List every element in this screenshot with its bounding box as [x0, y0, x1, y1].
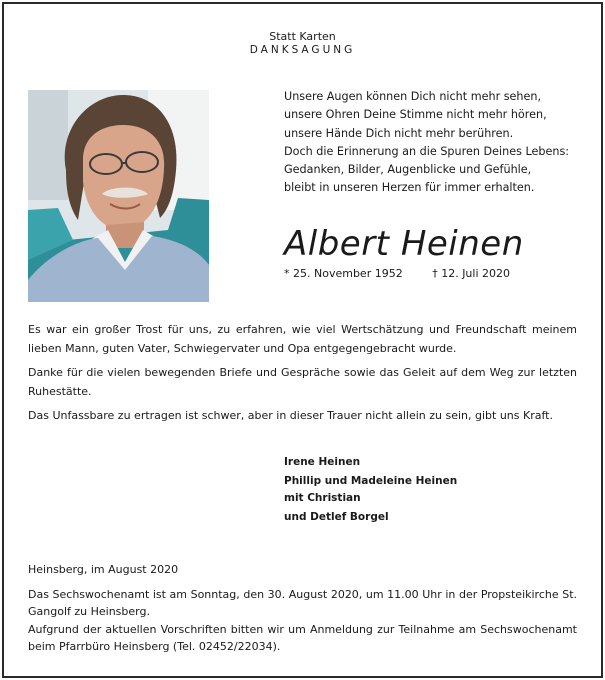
- deceased-name: Albert Heinen: [284, 224, 524, 264]
- poem: [284, 88, 589, 198]
- birth-date: * 25. November 1952: [284, 267, 403, 280]
- notice-subtitle: Statt Karten: [269, 30, 336, 43]
- service-info: Das Sechswochenamt ist am Sonntag, den 30. August 2020, um 11.00 Uhr in der Propsteikirche St. Gangolf zu Heinsberg.: [28, 588, 577, 618]
- signers-list: [284, 454, 457, 526]
- signer: und Detlef Borgel: [284, 511, 389, 523]
- signer: Irene Heinen: [284, 456, 361, 468]
- signer: Phillip und Madeleine Heinen: [284, 475, 458, 487]
- portrait-photo: [28, 90, 209, 302]
- registration-info: Aufgrund der aktuellen Vorschriften bitten wir um Anmeldung zur Teilnahme am Sechswochenamt beim Pfarrbüro Heinsberg (Tel. 02452/22034).: [28, 623, 577, 653]
- signer: mit Christian: [284, 492, 361, 504]
- poem-line: Unsere Augen können Dich nicht mehr sehen,: [284, 90, 542, 103]
- thanks-paragraph: Danke für die vielen bewegenden Briefe und Gespräche sowie das Geleit auf dem Weg zur letzten Ruhestätte.: [28, 366, 577, 398]
- life-dates: [284, 267, 510, 280]
- poem-line: Gedanken, Bilder, Augenblicke und Gefühle,: [284, 163, 532, 177]
- thanks-paragraph: Das Unfassbare zu ertragen ist schwer, aber in dieser Trauer nicht allein zu sein, gibt uns Kraft.: [28, 409, 553, 422]
- poem-line: bleibt in unseren Herzen für immer erhalten.: [284, 181, 535, 195]
- poem-line: Doch die Erinnerung an die Spuren Deines Lebens:: [284, 144, 570, 158]
- notice-title: DANKSAGUNG: [249, 44, 356, 56]
- poem-line: unsere Ohren Deine Stimme nicht mehr hören,: [284, 108, 547, 122]
- poem-line: unsere Hände Dich nicht mehr berühren.: [284, 126, 514, 140]
- place-date: Heinsberg, im August 2020: [28, 563, 179, 576]
- death-date: † 12. Juli 2020: [432, 267, 511, 280]
- thanks-paragraph: Es war ein großer Trost für uns, zu erfahren, wie viel Wertschätzung und Freundschaft meinem lieben Mann, guten Vater, Schwiegervater und Opa entgegengebracht wurde.: [28, 323, 577, 355]
